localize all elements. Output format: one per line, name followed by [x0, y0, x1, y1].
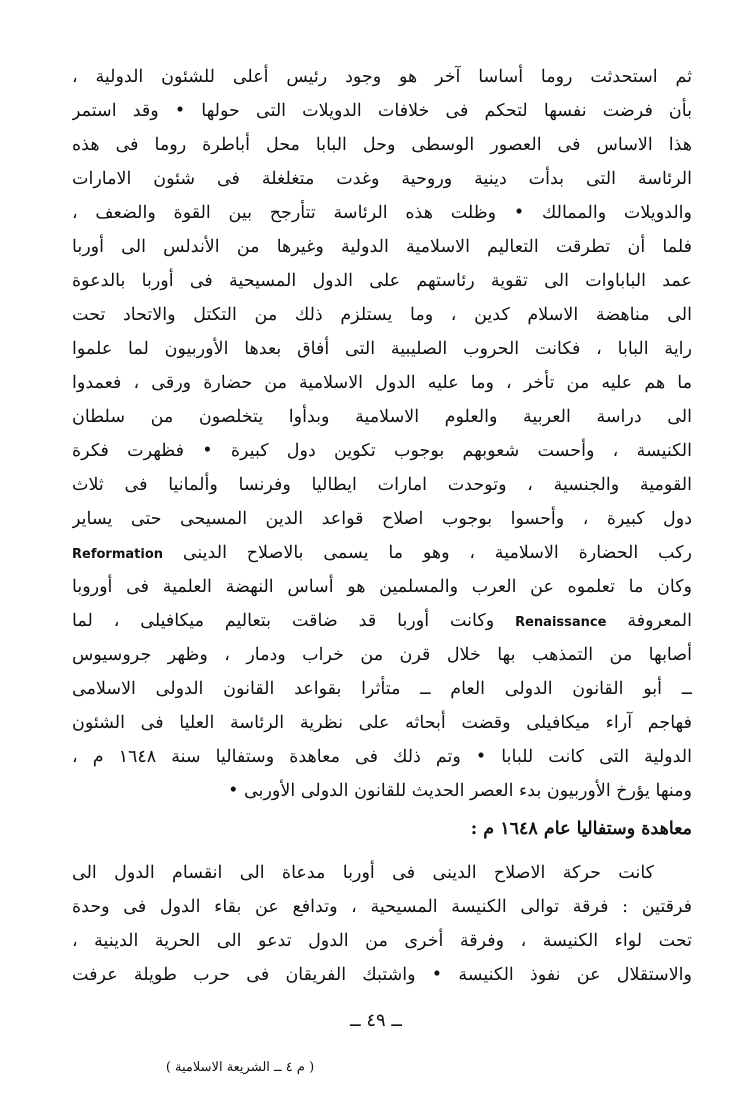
page-number: ــ ٤٩ ــ: [350, 1010, 402, 1031]
text-line: الرئاسة التى بدأت دينية وروحية وغدت متغلغلة فى شئون الامارات: [72, 169, 692, 189]
text-line-reformation: [72, 536, 692, 570]
body-paragraph-2: [72, 856, 692, 992]
reformation-term: Reformation: [72, 547, 163, 562]
text-line: ــ أبو القانون الدولى العام ــ متأثرا بقواعد القانون الدولى الاسلامى: [72, 679, 692, 699]
renaissance-term: Renaissance: [515, 615, 607, 630]
section-heading: معاهدة وستفاليا عام ١٦٤٨ م :: [470, 819, 692, 839]
footer-signature: ( م ٤ ــ الشريعة الاسلامية ): [165, 1060, 315, 1075]
body-paragraph: [72, 60, 692, 808]
text-line: والاستقلال عن نفوذ الكنيسة • واشتبك الفريقان فى حرب طويلة عرفت: [72, 965, 692, 985]
text-line: فهاجم آراء ميكافيلى وقضت أبحاثه على نظرية الرئاسة العليا فى الشئون: [72, 713, 692, 733]
text-line: القومية والجنسية ، وتوحدت امارات ايطاليا وفرنسا وألمانيا فى ثلاث: [72, 475, 692, 495]
text-line-renaissance: [72, 604, 692, 638]
text-line: والدويلات والممالك • وظلت هذه الرئاسة تتأرجح بين القوة والضعف ،: [72, 203, 692, 223]
text-line: بأن فرضت نفسها لتحكم فى خلافات الدويلات التى حولها • وقد استمر: [72, 101, 692, 121]
line-text: ركب الحضارة الاسلامية ، وهو ما يسمى بالاصلاح الدينى: [182, 543, 692, 563]
text-line: فلما أن تطرقت التعاليم الاسلامية الدولية وغيرها من الأندلس الى أوربا: [72, 237, 692, 257]
text-line: ثم استحدثت روما أساسا آخر هو وجود رئيس أعلى للشئون الدولية ،: [72, 67, 692, 87]
text-line: الى مناهضة الاسلام كدين ، وما يستلزم ذلك من التكتل والاتحاد تحت: [72, 305, 692, 325]
text-line: ومنها يؤرخ الأوربيون بدء العصر الحديث للقانون الدولى الأوربى •: [228, 781, 692, 801]
line-text: المعروفة: [627, 611, 692, 631]
line-text: وكانت أوربا قد ضاقت بتعاليم ميكافيلى ، لما: [72, 611, 495, 631]
text-line: تحت لواء الكنيسة ، وفرقة أخرى من الدول تدعو الى الحرية الدينية ،: [72, 931, 692, 951]
text-line: هذا الاساس فى العصور الوسطى وحل البابا محل أباطرة روما فى هذه: [72, 135, 692, 155]
text-line: عمد الباباوات الى تقوية رئاستهم على الدول المسيحية فى أوربا بالدعوة: [72, 271, 692, 291]
text-line: وكان ما تعلموه عن العرب والمسلمين هو أساس النهضة العلمية فى أوروبا: [72, 577, 692, 597]
text-line: فرقتين : فرقة توالى الكنيسة المسيحية ، وتدافع عن بقاء الدول فى وحدة: [72, 897, 692, 917]
text-line: أصابها من التمذهب بها خلال قرن من خراب ودمار ، وظهر جروسيوس: [72, 645, 692, 665]
text-line: ما هم عليه من تأخر ، وما عليه الدول الاسلامية من حضارة ورقى ، فعمدوا: [72, 373, 692, 393]
text-line: الكنيسة ، وأحست شعوبهم بوجوب تكوين دول كبيرة • فظهرت فكرة: [72, 441, 692, 461]
text-line: الدولية التى كانت للبابا • وتم ذلك فى معاهدة وستفاليا سنة ١٦٤٨ م ،: [72, 747, 692, 767]
text-line: راية البابا ، فكانت الحروب الصليبية التى أفاق بعدها الأوربيون لما علموا: [72, 339, 692, 359]
text-line: كانت حركة الاصلاح الدينى فى أوربا مدعاة الى انقسام الدول الى: [72, 863, 654, 883]
text-line: الى دراسة العربية والعلوم الاسلامية وبدأوا يتخلصون من سلطان: [72, 407, 692, 427]
text-line: دول كبيرة ، وأحسوا بوجوب اصلاح قواعد الدين المسيحى حتى يساير: [72, 509, 692, 529]
